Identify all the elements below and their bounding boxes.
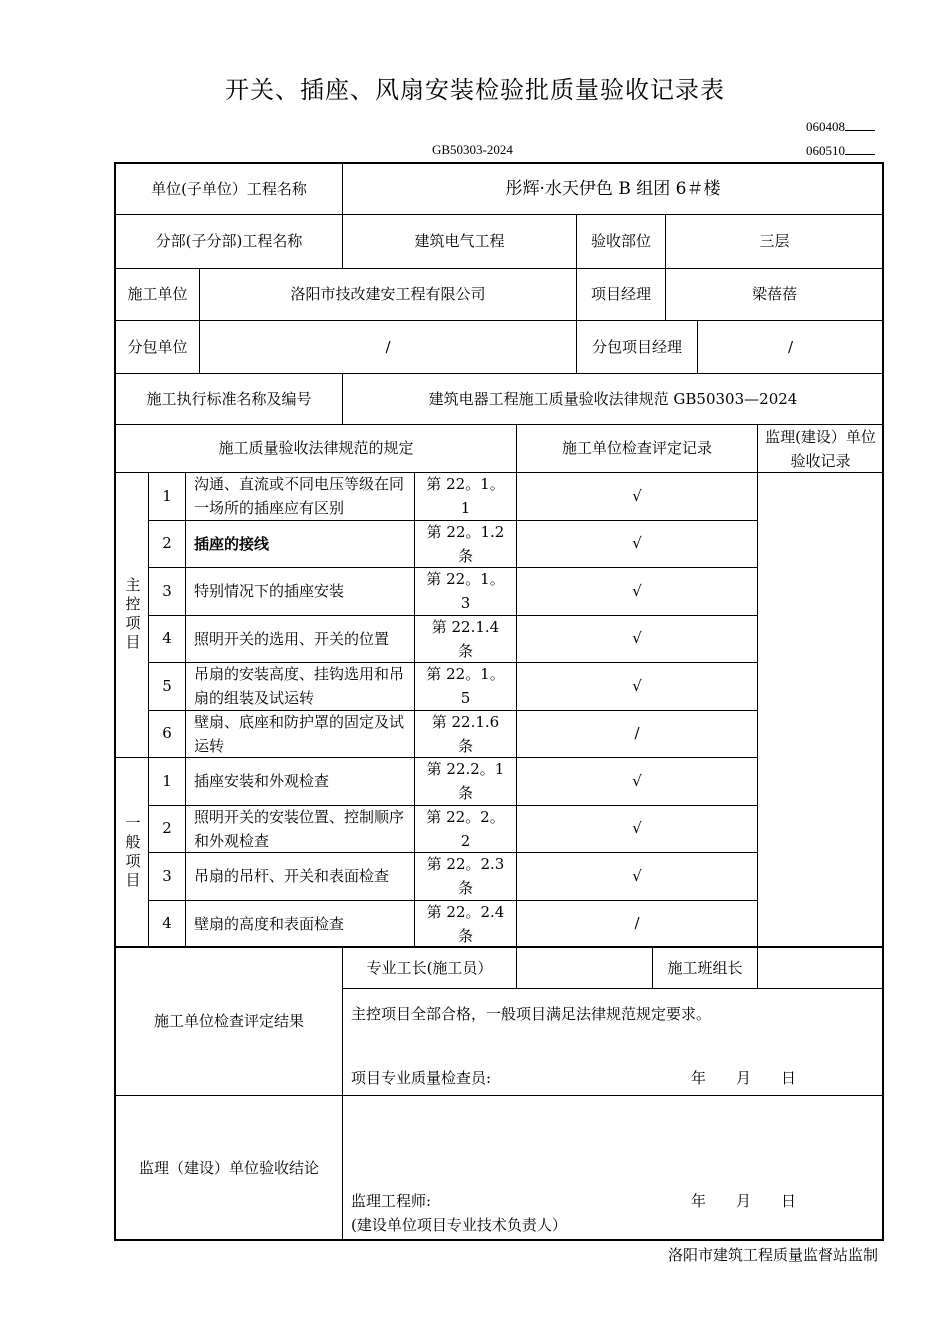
team-leader-label: 施工班组长 [652, 947, 757, 988]
accept-part-value: 三层 [665, 214, 883, 268]
item-description: 照明开关的安装位置、控制顺序和外观检查 [185, 805, 414, 853]
main-items-group [115, 472, 148, 757]
section-divider [115, 946, 883, 948]
item-check-result: / [516, 710, 757, 758]
form-code-2-blank [845, 142, 875, 155]
builder-value: 洛阳市技改建安工程有限公司 [199, 268, 576, 320]
item-check-result: √ [516, 805, 757, 853]
exec-standard-value: 建筑电器工程施工质量验收法律规范 GB50303—2024 [342, 373, 883, 424]
item-clause: 第 22。2.4 条 [414, 900, 516, 948]
item-description: 照明开关的选用、开关的位置 [185, 615, 414, 663]
col-header-spec: 施工质量验收法律规范的规定 [115, 424, 516, 472]
inspector-label: 项目专业质量检查员: [351, 1069, 492, 1087]
table-right-border [882, 163, 883, 1240]
supervision-engineer-label: 监理工程师: [351, 1192, 432, 1210]
item-check-result: √ [516, 472, 757, 520]
item-number: 6 [148, 710, 185, 758]
supervise-record-cell [757, 472, 883, 947]
general-items-group-label: 一般项目 [123, 814, 142, 891]
general-items-group [115, 757, 148, 947]
item-clause: 第 22。1。5 [414, 662, 516, 710]
item-number: 3 [148, 567, 185, 615]
item-description: 壁扇、底座和防护罩的固定及试运转 [185, 710, 414, 758]
item-clause: 第 22.2。1 条 [414, 757, 516, 805]
supervision-section-label: 监理（建设）单位验收结论 [115, 1095, 342, 1240]
item-clause: 第 22。1.2 条 [414, 520, 516, 568]
main-items-group-label: 主控项目 [123, 577, 142, 653]
item-number: 1 [148, 472, 185, 520]
result-date: 年 月 日 [691, 1069, 797, 1087]
team-leader-value[interactable] [757, 947, 883, 988]
item-check-result: √ [516, 662, 757, 710]
sub-project-label: 分部(子分部)工程名称 [115, 214, 342, 268]
item-check-result: √ [516, 567, 757, 615]
form-code-2 [806, 142, 875, 159]
project-name-label: 单位(子单位）工程名称 [115, 163, 342, 214]
item-clause: 第 22。1。1 [414, 472, 516, 520]
accept-part-label: 验收部位 [576, 214, 665, 268]
item-number: 4 [148, 615, 185, 663]
item-number: 4 [148, 900, 185, 948]
item-number: 1 [148, 757, 185, 805]
standard-code: GB50303-2024 [432, 142, 513, 157]
item-number: 3 [148, 852, 185, 900]
col-header-check: 施工单位检查评定记录 [516, 424, 757, 472]
item-check-result: √ [516, 615, 757, 663]
item-clause: 第 22。1。3 [414, 567, 516, 615]
item-description: 沟通、直流或不同电压等级在同一场所的插座应有区别 [185, 472, 414, 520]
sub-pm-label: 分包项目经理 [576, 320, 697, 373]
sub-unit-label: 分包单位 [115, 320, 199, 373]
supervision-date: 年 月 日 [691, 1192, 797, 1210]
form-code-1 [806, 118, 875, 135]
page-title: 开关、插座、风扇安装检验批质量验收记录表 [225, 76, 725, 104]
item-description: 特别情况下的插座安装 [185, 567, 414, 615]
form-code-1-blank [845, 118, 875, 131]
item-description: 吊扇的安装高度、挂钩选用和吊扇的组装及试运转 [185, 662, 414, 710]
project-name-value: 彤辉·水天伊色 B 组团 6＃楼 [342, 163, 883, 214]
result-section-label: 施工单位检查评定结果 [115, 947, 342, 1095]
item-description: 插座的接线 [185, 520, 414, 568]
sub-unit-value: / [199, 320, 576, 373]
item-number: 2 [148, 805, 185, 853]
sub-pm-value: / [697, 320, 883, 373]
form-code-1-value: 060408 [806, 119, 845, 134]
item-clause: 第 22.1.4 条 [414, 615, 516, 663]
item-description: 吊扇的吊杆、开关和表面检查 [185, 852, 414, 900]
col-header-supervise: 监理(建设）单位验收记录 [757, 424, 883, 472]
item-description: 壁扇的高度和表面检查 [185, 900, 414, 948]
project-manager-label: 项目经理 [576, 268, 665, 320]
item-clause: 第 22。2.3 条 [414, 852, 516, 900]
footer-note: 洛阳市建筑工程质量监督站监制 [667, 1246, 878, 1264]
builder-label: 施工单位 [115, 268, 199, 320]
item-clause: 第 22.1.6 条 [414, 710, 516, 758]
foreman-value[interactable] [516, 947, 652, 988]
item-clause: 第 22。2。2 [414, 805, 516, 853]
item-number: 2 [148, 520, 185, 568]
sub-project-value: 建筑电气工程 [342, 214, 576, 268]
item-check-result: √ [516, 852, 757, 900]
item-description: 插座安装和外观检查 [185, 757, 414, 805]
item-check-result: √ [516, 757, 757, 805]
form-code-2-value: 060510 [806, 143, 845, 158]
foreman-label: 专业工长(施工员） [342, 947, 516, 988]
exec-standard-label: 施工执行标准名称及编号 [115, 373, 342, 424]
item-check-result: / [516, 900, 757, 948]
result-conclusion: 主控项目全部合格，一般项目满足法律规范规定要求。 [351, 1005, 712, 1023]
item-number: 5 [148, 662, 185, 710]
table-bottom-border [115, 1239, 883, 1240]
project-manager-value: 梁蓓蓓 [665, 268, 883, 320]
owner-label: (建设单位项目专业技术负责人） [351, 1216, 567, 1234]
item-check-result: √ [516, 520, 757, 568]
